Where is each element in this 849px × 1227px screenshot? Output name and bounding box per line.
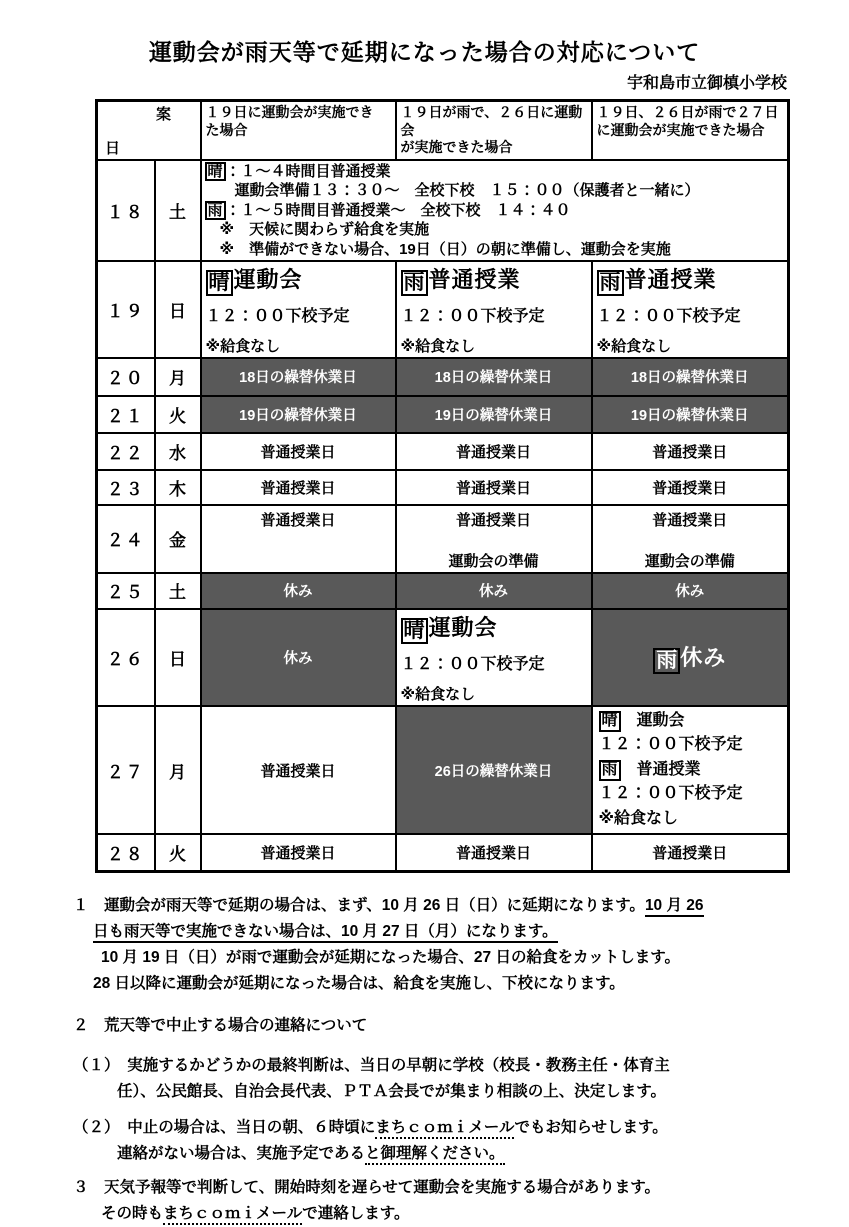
plan-cell-26-2: [396, 609, 592, 706]
no-lunch-note: ※給食なし: [400, 685, 476, 703]
plan-cell-28-2: 普通授業日: [396, 834, 592, 871]
note-line: 10 月 19 日（日）が雨で運動会が延期になった場合、27 日の給食をカットします。: [101, 948, 681, 966]
plan-cell-20-1: 18日の繰替休業日: [201, 358, 396, 396]
plan-cell-28-1: 普通授業日: [201, 834, 396, 871]
no-lunch-note: ※給食なし: [400, 337, 476, 355]
note-text: （２） 中止の場合は、当日の朝、６時頃に: [73, 1118, 376, 1136]
plan-line: 運動会の準備: [644, 552, 735, 570]
note-line: [73, 893, 849, 919]
day-cell-19: １９: [97, 261, 155, 358]
plan-cell-23-2: 普通授業日: [396, 470, 592, 505]
plan-cell-21-3: 19日の繰替休業日: [592, 396, 789, 433]
header-line: に運動会が実施できた場合: [596, 121, 765, 138]
plan-head-text: 休み: [680, 644, 727, 670]
rain-seal: 雨: [599, 760, 621, 781]
plan-cell-27-2: 26日の繰替休業日: [396, 706, 592, 835]
plan-cell-28-3: 普通授業日: [592, 834, 789, 871]
plan-cell-24-3: [592, 505, 789, 573]
plan-line: １２：００下校予定: [598, 736, 743, 754]
note-2-item-1: [73, 1053, 849, 1105]
plan-cell-21-1: 19日の繰替休業日: [201, 396, 396, 433]
note-3: [73, 1175, 849, 1227]
dismissal-time: １２：００下校予定: [205, 307, 350, 325]
day-cell-25: ２５: [97, 573, 155, 609]
note-line: （１） 実施するかどうかの最終判断は、当日の早朝に学校（校長・教務主任・体育主: [73, 1056, 670, 1074]
note-line: [73, 1141, 849, 1167]
row-18: [97, 160, 789, 261]
underlined-text: 10 月 26: [645, 897, 704, 917]
plan-line: 普通授業日: [455, 511, 531, 529]
note-text: で連絡します。: [302, 1204, 410, 1222]
note-text: 連絡がない場合は、実施予定である: [117, 1144, 366, 1162]
plan-line: [205, 162, 785, 182]
day-cell-24: ２４: [97, 505, 155, 573]
plan-line: 運動会準備１３：３０～ 全校下校 １５：００（保護者と一緒に）: [204, 182, 700, 200]
row-25: [97, 573, 789, 609]
plan-cell-23-3: 普通授業日: [592, 470, 789, 505]
page-title: 運動会が雨天等で延期になった場合の対応について: [148, 39, 701, 65]
plan-line: １２：００下校予定: [598, 785, 743, 803]
day-cell-18: １８: [97, 160, 155, 261]
plan-cell-25-1: 休み: [201, 573, 396, 609]
day-cell-20: ２０: [97, 358, 155, 396]
dismissal-time: １２：００下校予定: [400, 307, 545, 325]
plan-text: ：１～４時間目普通授業: [225, 162, 391, 180]
note-line: [73, 1115, 849, 1141]
note-line: [73, 1201, 849, 1227]
plan-cell-24-2: [396, 505, 592, 573]
plan-cell-18: [201, 160, 789, 261]
column-header-2: [396, 101, 592, 160]
header-line: １９日に運動会が実施でき: [205, 104, 374, 120]
sunny-seal: 晴: [401, 618, 428, 644]
weekday-cell-21: 火: [155, 396, 201, 433]
plan-line: ※ 天候に関わらず給食を実施: [204, 221, 430, 239]
note-text: １ 運動会が雨天等で延期の場合は、まず、10 月 26 日（日）に延期になります。: [73, 896, 645, 914]
column-header-3: [592, 101, 789, 160]
row-26: [97, 609, 789, 706]
row-28: [97, 834, 789, 871]
note-2-item-2: [73, 1115, 849, 1167]
note-2-heading: ２ 荒天等で中止する場合の連絡について: [73, 1016, 368, 1034]
plan-headline: [206, 263, 391, 296]
machicomi-mail-label: まちｃｏｍｉメール: [375, 1119, 514, 1139]
no-lunch-note: ※給食なし: [205, 337, 281, 355]
plan-cell-20-2: 18日の繰替休業日: [396, 358, 592, 396]
underlined-text: 日も雨天等で実施できない場合は、10 月 27 日（月）になります。: [93, 923, 558, 943]
weekday-cell-19: 日: [155, 261, 201, 358]
underlined-text: と御理解ください。: [365, 1145, 505, 1165]
no-lunch-note: ※給食なし: [596, 337, 672, 355]
row-20: [97, 358, 789, 396]
plan-cell-27-1: 普通授業日: [201, 706, 396, 835]
weekday-cell-24: 金: [155, 505, 201, 573]
corner-day-label: 日: [105, 139, 121, 157]
sunny-seal: 晴: [205, 162, 226, 182]
row-19: [97, 261, 789, 358]
schedule-table: [95, 99, 790, 873]
note-line: ３ 天気予報等で判断して、開始時刻を遅らせて運動会を実施する場合があります。: [73, 1178, 660, 1196]
plan-cell-24-1: 普通授業日: [201, 505, 396, 573]
plan-cell-23-1: 普通授業日: [201, 470, 396, 505]
row-23: [97, 470, 789, 505]
day-cell-21: ２１: [97, 396, 155, 433]
header-line: １９日、２６日が雨で２７日: [596, 104, 779, 120]
header-line: １９日が雨で、２６日に運動会: [400, 104, 583, 138]
day-cell-26: ２６: [97, 609, 155, 706]
plan-text: ：１～５時間目普通授業～ 全校下校 １４：４０: [225, 201, 571, 219]
header-row: [97, 101, 789, 160]
plan-head-text: 運動会: [233, 266, 303, 292]
row-27: [97, 706, 789, 835]
day-cell-22: ２２: [97, 433, 155, 470]
weekday-cell-23: 木: [155, 470, 201, 505]
plan-line: 普通授業日: [652, 511, 728, 529]
rain-seal: 雨: [653, 648, 680, 674]
plan-cell-22-3: 普通授業日: [592, 433, 789, 470]
school-name: 宇和島市立御槙小学校: [626, 75, 787, 92]
day-cell-27: ２７: [97, 706, 155, 835]
plan-cell-26-3: [592, 609, 789, 706]
plan-cell-19-1: [201, 261, 396, 358]
plan-line: ※ 準備ができない場合、19日（日）の朝に準備し、運動会を実施: [204, 240, 671, 258]
header-line: た場合: [205, 121, 248, 138]
dismissal-time: １２：００下校予定: [596, 307, 741, 325]
day-cell-23: ２３: [97, 470, 155, 505]
plan-cell-19-2: [396, 261, 592, 358]
corner-plan-label: 案: [156, 106, 172, 123]
note-line: 任）、公民館長、自治会長代表、ＰＴＡ会長でが集まり相談の上、決定します。: [117, 1082, 667, 1100]
plan-head-text: 運動会: [428, 614, 498, 640]
sunny-seal: 晴: [206, 270, 233, 296]
row-22: [97, 433, 789, 470]
weekday-cell-18: 土: [155, 160, 201, 261]
plan-line: 運動会の準備: [448, 552, 539, 570]
note-text: その時も: [101, 1204, 164, 1222]
plan-head-text: 普通授業: [428, 266, 521, 292]
plan-cell-22-2: 普通授業日: [396, 433, 592, 470]
plan-line: [599, 758, 782, 783]
plan-line: [599, 709, 782, 734]
plan-headline: [401, 263, 587, 296]
weekday-cell-22: 水: [155, 433, 201, 470]
rain-seal: 雨: [401, 270, 428, 296]
plan-text: 運動会: [620, 711, 685, 729]
plan-headline: [401, 611, 587, 644]
plan-cell-26-1: 休み: [201, 609, 396, 706]
plan-text: 普通授業: [620, 760, 701, 778]
notes-section: [73, 893, 849, 1227]
column-header-1: [201, 101, 396, 160]
weekday-cell-25: 土: [155, 573, 201, 609]
plan-cell-25-3: 休み: [592, 573, 789, 609]
rain-seal: 雨: [597, 270, 624, 296]
plan-cell-27-3: [592, 706, 789, 835]
row-24: [97, 505, 789, 573]
rain-seal: 雨: [205, 201, 226, 221]
note-line: [73, 919, 849, 945]
corner-cell: [97, 101, 201, 160]
day-cell-28: ２８: [97, 834, 155, 871]
weekday-cell-28: 火: [155, 834, 201, 871]
plan-headline: [597, 263, 784, 296]
plan-cell-19-3: [592, 261, 789, 358]
plan-cell-22-1: 普通授業日: [201, 433, 396, 470]
plan-line: ※給食なし: [598, 809, 679, 827]
note-text: でもお知らせします。: [514, 1118, 668, 1136]
note-1: [73, 893, 849, 997]
plan-head-text: 普通授業: [624, 266, 717, 292]
row-21: [97, 396, 789, 433]
weekday-cell-20: 月: [155, 358, 201, 396]
plan-line: [205, 201, 785, 221]
dismissal-time: １２：００下校予定: [400, 655, 545, 673]
plan-cell-25-2: 休み: [396, 573, 592, 609]
weekday-cell-26: 日: [155, 609, 201, 706]
sunny-seal: 晴: [599, 711, 621, 732]
note-line: 28 日以降に運動会が延期になった場合は、給食を実施し、下校になります。: [93, 974, 625, 992]
plan-cell-20-3: 18日の繰替休業日: [592, 358, 789, 396]
header-line: が実施できた場合: [400, 139, 513, 155]
machicomi-mail-label: まちｃｏｍｉメール: [163, 1205, 302, 1225]
weekday-cell-27: 月: [155, 706, 201, 835]
plan-cell-21-2: 19日の繰替休業日: [396, 396, 592, 433]
